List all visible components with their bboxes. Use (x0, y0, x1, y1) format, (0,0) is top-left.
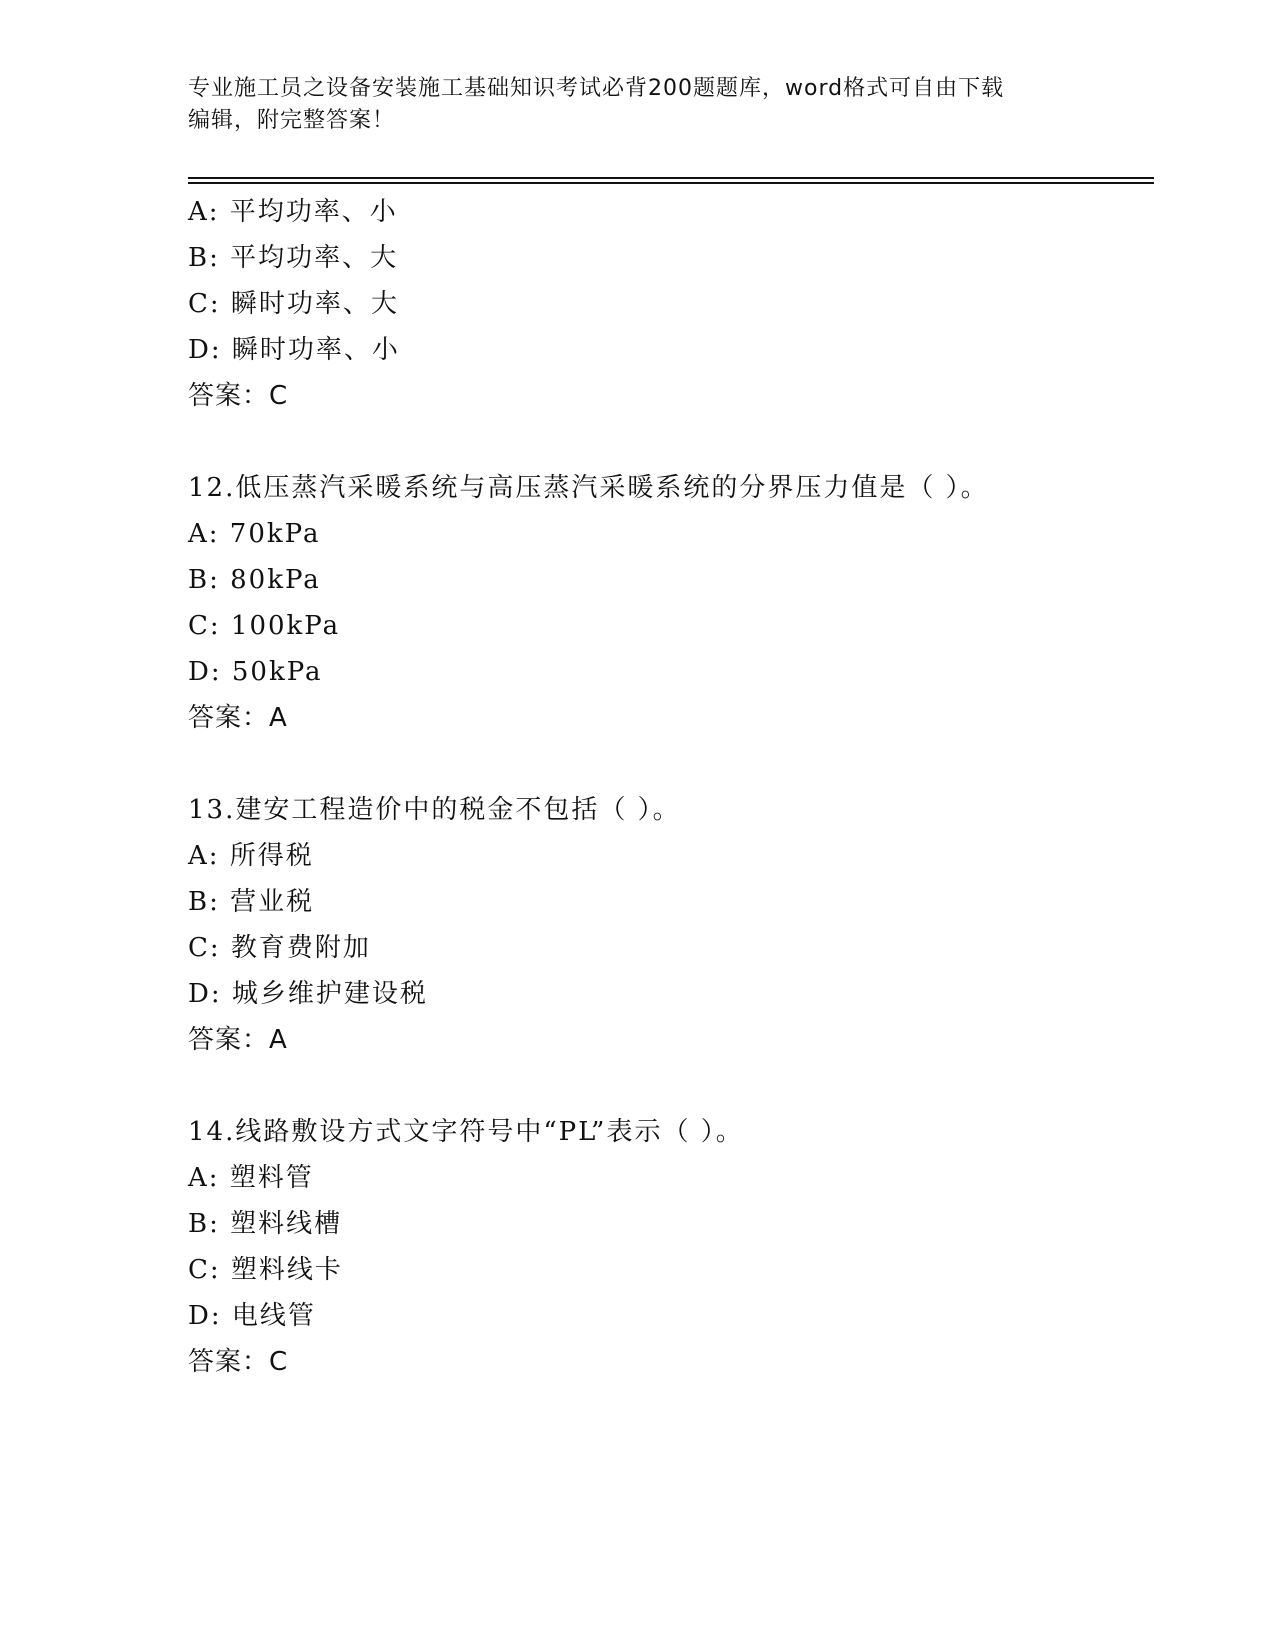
option-b: B: 塑料线槽 (188, 1209, 343, 1239)
header-rule-bottom (188, 182, 1154, 184)
option-d: D: 城乡维护建设税 (188, 979, 428, 1009)
answer-line: 答案：C (188, 381, 289, 411)
header-rule-top (188, 177, 1154, 179)
document-header (188, 73, 1088, 137)
option-d: D: 瞬时功率、小 (188, 335, 400, 365)
question-block-11 (188, 189, 1168, 419)
option-a: A: 塑料管 (188, 1163, 314, 1193)
question-block-13 (188, 787, 1168, 1063)
question-text: 12.低压蒸汽采暖系统与高压蒸汽采暖系统的分界压力值是（ ）。 (188, 473, 989, 503)
spacer (188, 1063, 1168, 1109)
option-a: A: 70kPa (188, 519, 321, 549)
spacer (188, 419, 1168, 465)
question-block-12 (188, 465, 1168, 741)
option-d: D: 电线管 (188, 1301, 316, 1331)
question-list (188, 189, 1168, 1385)
option-c: C: 100kPa (188, 611, 341, 641)
option-c: C: 教育费附加 (188, 933, 371, 963)
option-c: C: 塑料线卡 (188, 1255, 343, 1285)
option-c: C: 瞬时功率、大 (188, 289, 399, 319)
question-text: 13.建安工程造价中的税金不包括（ ）。 (188, 795, 681, 825)
option-b: B: 平均功率、大 (188, 243, 399, 273)
spacer (188, 741, 1168, 787)
answer-line: 答案：A (188, 1025, 288, 1055)
question-text: 14.线路敷设方式文字符号中“PL”表示（ ）。 (188, 1117, 744, 1147)
option-b: B: 80kPa (188, 565, 321, 595)
option-d: D: 50kPa (188, 657, 323, 687)
header-line-1: 专业施工员之设备安装施工基础知识考试必背200题题库，word格式可自由下载 (188, 76, 1005, 101)
header-line-2: 编辑，附完整答案！ (188, 108, 396, 133)
option-a: A: 所得税 (188, 841, 314, 871)
answer-line: 答案：C (188, 1347, 289, 1377)
answer-line: 答案：A (188, 703, 288, 733)
option-b: B: 营业税 (188, 887, 315, 917)
question-block-14 (188, 1109, 1168, 1385)
option-a: A: 平均功率、小 (188, 197, 398, 227)
